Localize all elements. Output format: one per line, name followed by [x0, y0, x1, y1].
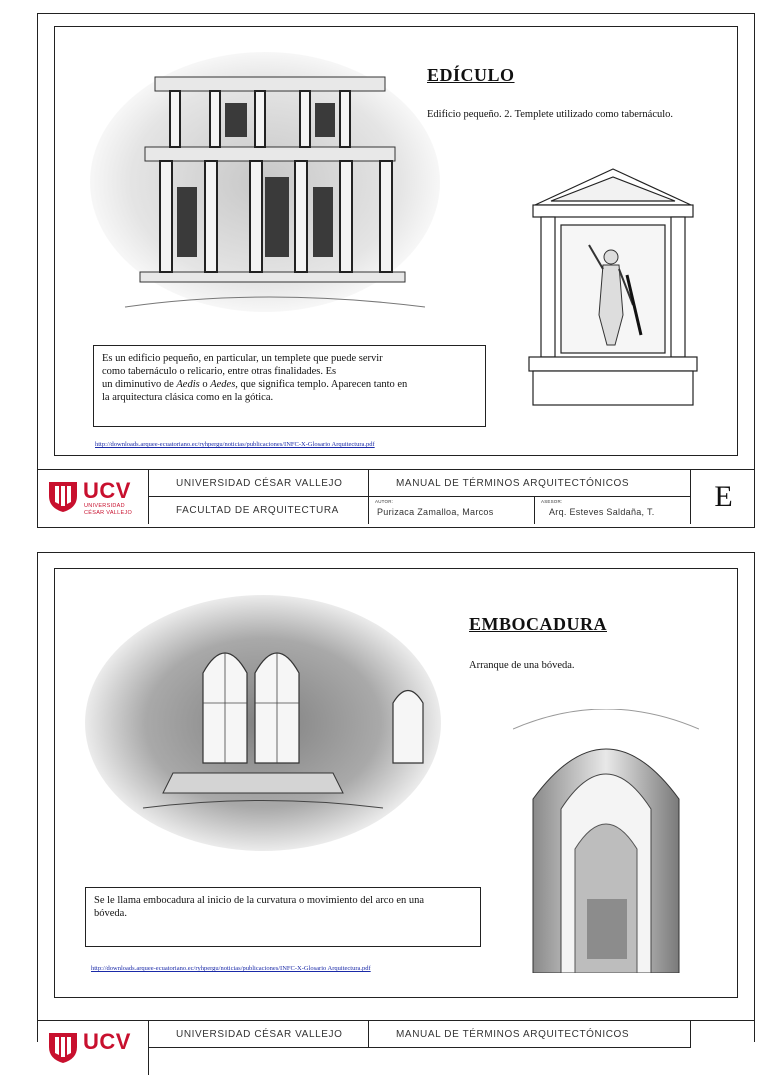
ucv-shield-icon [47, 480, 79, 514]
advisor-name: Arq. Esteves Saldaña, T. [549, 507, 655, 517]
term-definition: Edificio pequeño. 2. Templete utilizado como tabernáculo. [427, 109, 674, 120]
description-line: como tabernáculo o relicario, entre otras finalidades. Es [102, 366, 337, 377]
advisor-label: ASESOR: [541, 499, 563, 504]
glossary-page-ediculo [37, 13, 755, 528]
ucv-logo-text: UCV [83, 1029, 131, 1054]
page-footer [38, 469, 754, 524]
source-link[interactable]: http://downloads.arquee-ecuatoriano.ec/ryhpergu/noticias/publicaciones/INFC-X-Glosario Arquitectura.pdf [95, 441, 375, 448]
footer-author-cell [369, 497, 535, 524]
term-definition: Arranque de una bóveda. [469, 660, 575, 671]
university-name: UNIVERSIDAD CÉSAR VALLEJO [176, 478, 343, 489]
section-letter: E [714, 480, 733, 513]
ucv-logo [38, 470, 149, 524]
description-line: la arquitectura clásica como en la gótica. [102, 392, 274, 403]
ucv-shield-icon [47, 1031, 79, 1065]
footer-manual-cell [369, 1021, 691, 1048]
footer-university-cell [149, 1021, 369, 1048]
footer-faculty-cell [149, 497, 369, 524]
footer-manual-cell [369, 470, 691, 497]
description-line: Se le llama embocadura al inicio de la curvatura o movimiento del arco en una [94, 895, 425, 906]
description-text: , que significa templo. Aparecen tanto en [235, 379, 408, 390]
faculty-name: FACULTAD DE ARQUITECTURA [176, 505, 339, 516]
author-label: AUTOR: [375, 499, 394, 504]
footer-university-cell [149, 470, 369, 497]
gothic-window-illustration [83, 593, 443, 863]
page-footer [38, 1020, 754, 1075]
footer-letter-cell [691, 470, 756, 524]
ucv-logo-subtitle: UNIVERSIDAD [84, 503, 125, 509]
ucv-logo-text: UCV [83, 478, 131, 503]
manual-title: MANUAL DE TÉRMINOS ARQUITECTÓNICOS [396, 1029, 630, 1040]
arch-doorway-illustration [513, 709, 699, 973]
description-line [102, 378, 477, 391]
author-name: Purizaca Zamalloa, Marcos [377, 507, 494, 517]
description-text: o [199, 379, 211, 390]
latin-word-aedes: Aedes [210, 379, 236, 390]
content-frame [54, 26, 738, 456]
aedicula-temple-illustration [523, 165, 703, 415]
term-title: EMBOCADURA [469, 614, 607, 634]
description-text: un diminutivo de [102, 379, 177, 390]
ucv-logo-subtitle: CÉSAR VALLEJO [84, 510, 133, 516]
glossary-page-embocadura [37, 552, 755, 1054]
description-box [93, 345, 486, 427]
ucv-logo [38, 1021, 149, 1075]
latin-word-aedis: Aedis [176, 379, 200, 390]
university-name: UNIVERSIDAD CÉSAR VALLEJO [176, 1029, 343, 1040]
footer-advisor-cell [535, 497, 691, 524]
source-link[interactable]: http://downloads.arquee-ecuatoriano.ec/ryhpergu/noticias/publicaciones/INFC-X-Glosario Arquitectura.pdf [91, 965, 371, 972]
description-line: bóveda. [94, 908, 127, 919]
description-box [85, 887, 481, 947]
manual-title: MANUAL DE TÉRMINOS ARQUITECTÓNICOS [396, 478, 630, 489]
library-facade-illustration [85, 37, 445, 317]
content-frame [54, 568, 738, 998]
description-line: Es un edificio pequeño, en particular, un templete que puede servir [102, 353, 383, 364]
term-title: EDÍCULO [427, 65, 515, 85]
